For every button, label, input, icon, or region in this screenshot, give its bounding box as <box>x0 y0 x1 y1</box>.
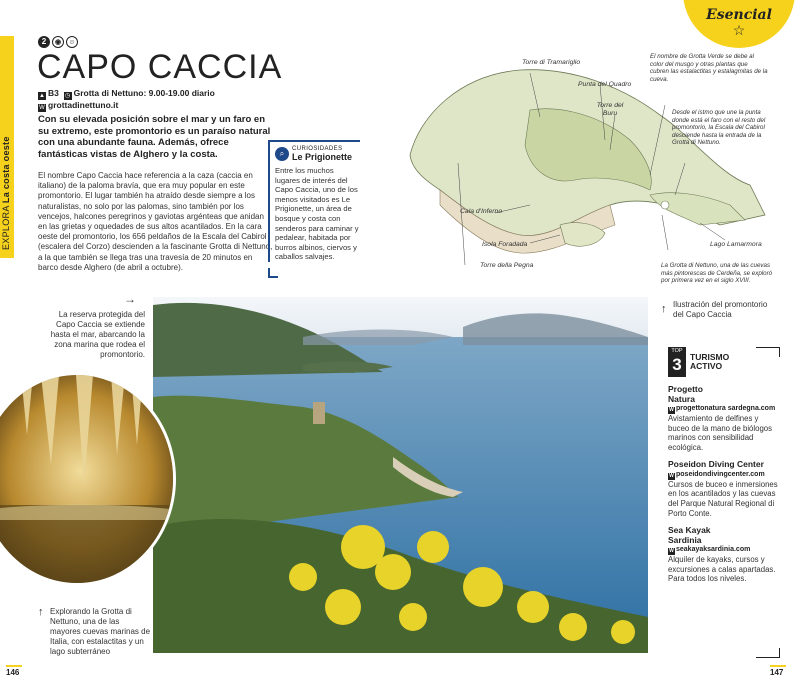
photo-caption: La reserva protegida del Capo Caccia se extiende hasta el mar, abarcando la zona marina que rodea el promontorio. <box>50 310 145 359</box>
map-caption: Ilustración del promontorio del Capo Caccia <box>673 300 768 319</box>
top3-panel <box>668 347 780 584</box>
promontory-illustration <box>400 55 772 270</box>
label-isola-foradada: Isola Foradada <box>482 241 528 248</box>
curiosity-text: Entre los muchos lugares de interés del Capo Caccia, uno de los menos visitados es Le Prigionette, un área de bosque y costa con senderos para caminar y pedalear, habitada por burros albinos, ciervos y caballos salvajes. <box>275 166 359 262</box>
activity-description: Alquiler de kayaks, cursos y excursiones a calas apartadas. Para todos los niveles. <box>668 555 776 584</box>
activity-web-text[interactable]: seakayaksardinia.com <box>676 546 751 554</box>
web-icon: W <box>669 472 674 479</box>
label-cala-inferno: Cala d'Inferno <box>460 208 503 215</box>
map-pin-icon: ▲ <box>39 93 45 99</box>
clock-icon: ◷ <box>64 93 71 99</box>
label-torre-tramariglio: Torre di Tramariglio <box>522 59 581 66</box>
coast-landscape-image <box>153 297 648 653</box>
activity-website[interactable] <box>668 470 780 480</box>
page-title: CAPO CACCIA <box>37 48 283 86</box>
essential-label: Esencial <box>706 7 772 23</box>
page-number-right: 147 <box>770 668 784 677</box>
curiosity-frame-corner <box>268 268 278 278</box>
top3-top-label: TOP <box>671 348 683 354</box>
activity-website[interactable] <box>668 404 780 414</box>
activity-name: Progetto Natura <box>668 384 703 404</box>
activity-description: Avistamiento de delfines y buceo de la mano de biólogos marinos con sensibilidad ecológica. <box>668 414 773 452</box>
camera-icon: ◉ <box>52 36 64 48</box>
activity-item <box>668 526 780 584</box>
cave-image <box>0 375 176 586</box>
label-torre-buru: Torre del Buru <box>596 102 624 117</box>
label-torre-pegna: Torre della Pegna <box>480 262 534 269</box>
activity-description: Cursos de buceo e inmersiones en los acantilados y las cuevas del Parque Natural Regional di Porto Conte. <box>668 479 778 518</box>
activity-name: Sea Kayak Sardinia <box>668 525 711 545</box>
activity-web-text[interactable]: progettonatura sardegna.com <box>676 405 776 412</box>
grid-ref: B3 <box>48 88 59 98</box>
region-name: La costa oeste <box>1 136 11 204</box>
body-paragraph: El nombre Capo Caccia hace referencia a la caza (caccia en italiano) de la paloma bravía, que era muy popular en este promontorio. El lugar también ha atraído desde siempre a los naturalistas, no solo por las palomas, sino también por los vencejos, halcones peregrinos y gaviotas argénteas que anidan en las grietas y oquedades de sus altos acantilados. En la cara oeste del promontorio, los 656 peldaños de la Escala del Cabirol (escalera del Corzo) descienden a la fascinante Grotta di Nettuno, a la que también se llega tras una travesía de 20 minutos en barco desde Alghero (de abril a octubre). <box>38 171 273 272</box>
label-punta-quadro: Punta del Quadro <box>578 81 632 88</box>
info-block <box>38 88 215 112</box>
opening-hours: Grotta di Nettuno: 9.00-19.00 diario <box>73 88 215 98</box>
activity-name: Poseidon Diving Center <box>668 459 764 470</box>
section-name: EXPLORA <box>1 205 11 250</box>
cave-caption: Explorando la Grotta di Nettuno, una de las mayores cuevas marinas de Italia, con estalactitas y un lago subterráneo <box>50 607 151 656</box>
magnifier-icon: ⌕ <box>275 147 289 161</box>
label-lago-lamarmora: Lago Lamarmora <box>710 241 762 248</box>
activity-web-text[interactable]: poseidondivingcenter.com <box>676 470 765 478</box>
web-icon: W <box>669 548 674 555</box>
arrow-up-icon: ↑ <box>661 303 667 315</box>
activity-website[interactable] <box>668 545 780 555</box>
note-istmo: Desde el istmo que une la punta donde está el faro con el resto del promontorio, la Escala del Cabirol desciende hasta la entrada de la Grotta di Nettuno. <box>672 109 766 147</box>
curiosity-kicker: CURIOSIDADES <box>292 146 343 152</box>
note-grotta-verde: El nombre de Grotta Verde se debe al color del musgo y otras plantas que cubren las estalactitas y estalagmitas de la cueva. <box>650 53 768 83</box>
lead-paragraph: Con su elevada posición sobre el mar y un faro en su extremo, este promontorio es un paraíso natural con una abundante fauna. Además, ofrece fantásticas vistas de Alghero y la costa. <box>38 114 271 160</box>
web-icon: W <box>669 407 674 413</box>
curiosity-box <box>268 140 360 262</box>
website-link[interactable]: grottadinettuno.it <box>48 100 119 110</box>
arrow-up-icon: ↑ <box>38 606 44 618</box>
top3-number: 3 <box>672 355 682 374</box>
family-icon: ☺ <box>66 36 78 48</box>
activity-item <box>668 460 780 518</box>
coast-photo <box>153 297 648 653</box>
note-grotta-nettuno: La Grotta di Nettuno, una de las cuevas más pintorescas de Cerdeña, se exploró por primera vez en el siglo XVIII. <box>661 262 773 285</box>
top3-badge <box>668 347 686 377</box>
top3-title: TURISMO ACTIVO <box>690 351 730 371</box>
page-number-left: 146 <box>6 668 20 677</box>
essential-badge <box>683 0 795 48</box>
web-icon: W <box>39 105 45 111</box>
top3-frame-bottom <box>756 648 780 658</box>
cave-photo <box>0 372 176 586</box>
section-label <box>1 136 11 250</box>
activity-item <box>668 385 780 452</box>
arrow-right-icon: → <box>124 292 136 306</box>
pin-icons <box>38 36 78 48</box>
pin-number-icon: 2 <box>38 36 50 48</box>
star-icon: ☆ <box>732 22 746 38</box>
curiosity-title: Le Prigionette <box>292 152 353 162</box>
